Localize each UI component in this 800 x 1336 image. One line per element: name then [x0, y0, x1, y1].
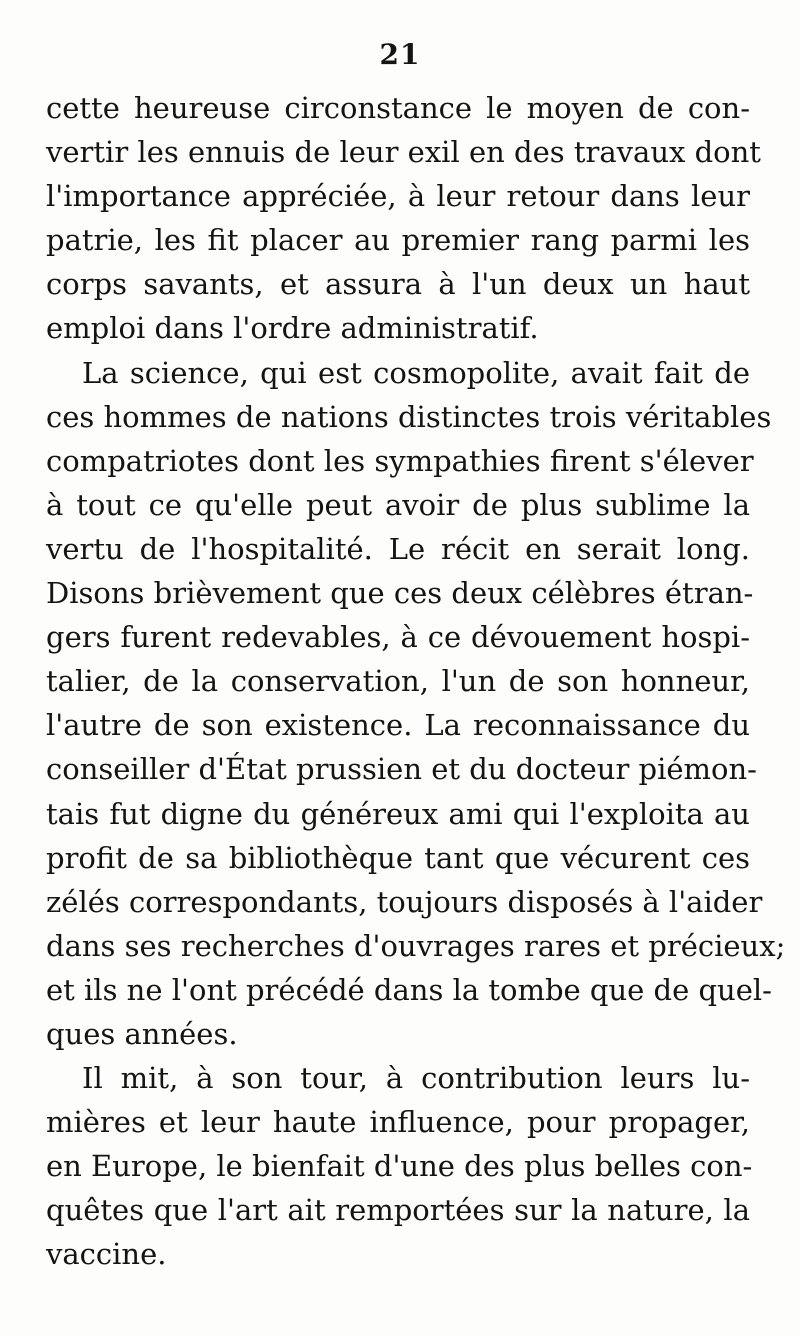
text-line: conseiller d'État prussien et du docteur piémon- [46, 752, 757, 787]
text-line: zélés correspondants, toujours disposés à l'aider [46, 884, 763, 919]
text-line: mières et leur haute influence, pour propager, [46, 1105, 750, 1140]
text-line: dans ses recherches d'ouvrages rares et précieux; [46, 928, 786, 963]
text-line: à tout ce qu'elle peut avoir de plus sublime la [46, 487, 750, 522]
paragraph-1 [46, 86, 761, 351]
text-line: compatriotes dont les sympathies firent s'élever [46, 443, 754, 478]
text-line: emploi dans l'ordre administratif. [46, 311, 539, 346]
text-line: ces hommes de nations distinctes trois véritables [46, 399, 772, 434]
text-line: et ils ne l'ont précédé dans la tombe que de quel- [46, 972, 772, 1007]
text-line: cette heureuse circonstance le moyen de con- [46, 91, 750, 125]
text-line: talier, de la conservation, l'un de son honneur, [46, 664, 750, 699]
text-line: corps savants, et assura à l'un deux un haut [46, 267, 750, 302]
body-text [46, 86, 786, 1277]
page-number: 21 [379, 38, 421, 71]
text-line: tais fut digne du généreux ami qui l'exploita au [46, 796, 750, 831]
text-line: vertu de l'hospitalité. Le récit en serait long. [46, 531, 750, 566]
paragraph-2 [46, 351, 786, 1057]
text-line: gers furent redevables, à ce dévouement hospi- [46, 620, 750, 655]
text-line: profit de sa bibliothèque tant que vécurent ces [46, 840, 750, 875]
text-line: l'autre de son existence. La reconnaissance du [46, 708, 750, 743]
text-line: en Europe, le bienfait d'une des plus belles con- [46, 1149, 753, 1184]
text-line: vertir les ennuis de leur exil en des travaux dont [46, 135, 761, 170]
paragraph-3 [46, 1056, 753, 1276]
text-line: quêtes que l'art ait remportées sur la nature, la [46, 1193, 750, 1228]
text-line: vaccine. [46, 1237, 167, 1272]
text-line: l'importance appréciée, à leur retour dans leur [46, 179, 750, 214]
text-line: Il mit, à son tour, à contribution leurs lu- [82, 1061, 750, 1096]
text-line: ques années. [46, 1016, 238, 1051]
text-line: Disons brièvement que ces deux célèbres étran- [46, 576, 754, 611]
text-line: patrie, les fit placer au premier rang parmi les [46, 223, 750, 258]
text-line: La science, qui est cosmopolite, avait fait de [82, 355, 750, 390]
